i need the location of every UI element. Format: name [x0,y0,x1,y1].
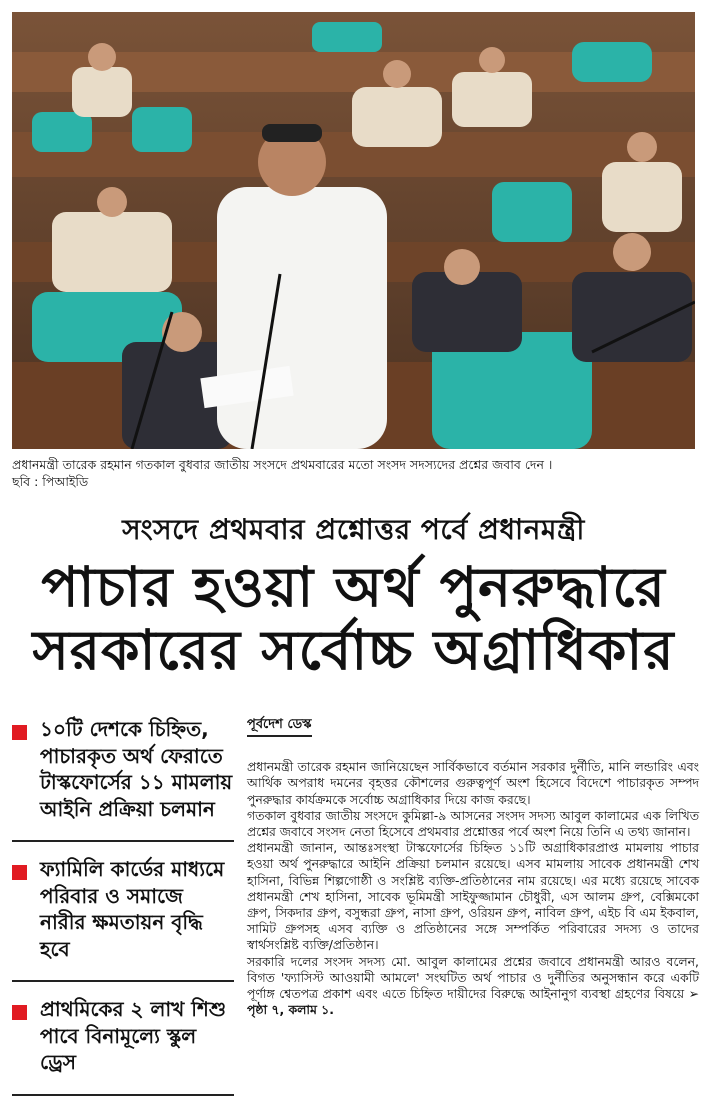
caption-text: প্রধানমন্ত্রী তারেক রহমান গতকাল বুধবার জাতীয় সংসদে প্রথমবারের মতো সংসদ সদস্যদের প্রশ্নের জবাব দেন । [12,457,553,472]
kicker-headline: সংসদে প্রথমবার প্রশ্নোত্তর পর্বে প্রধানমন্ত্রী [122,513,585,546]
highlight-text: ফ্যামিলি কার্ডের মাধ্যমে পরিবার ও সমাজে নারীর ক্ষমতায়ন বৃদ্ধি হবে [40,857,225,961]
divider [12,1094,234,1096]
article-paragraph-text: সরকারি দলের সংসদ সদস্য মো. আবুল কালামের প্রশ্নের জবাবে প্রধানমন্ত্রী আরও বলেন, বিগত 'ফ্যাসিস্ট আওয়ামী আমলে' সংঘটিত অর্থ পাচার ও দুর্নীতির অনুসন্ধান করে একটি পূর্ণাঙ্গ শ্বেতপত্র প্রকাশ এবং এতে চিহ্নিত দায়ীদের বিরুদ্ধে আইনানুগ ব্যবস্থা গ্রহণের বিষয়ে [247,953,699,1002]
highlight-item [12,856,234,962]
headline-line-2: সরকারের সর্বোচ্চ অগ্রাধিকার [32,618,675,682]
highlight-item [12,716,234,822]
article-body [247,716,699,1018]
highlight-text: প্রাথমিকের ২ লাখ শিশু পাবে বিনামূল্যে স্কুল ড্রেস [40,997,227,1074]
divider [12,840,234,842]
article-paragraph: প্রধানমন্ত্রী তারেক রহমান জানিয়েছেন সার্বিকভাবে বর্তমান সরকার দুর্নীতি, মানি লন্ডারিং এবং আর্থিক অপরাধ দমনের বৃহত্তর কৌশলের গুরুত্বপূর্ণ অংশ হিসেবে বিদেশে পাচারকৃত সম্পদ পুনরুদ্ধার কার্যক্রমকে সর্বোচ্চ অগ্রাধিকার দিয়ে কাজ করছে। [247,759,699,807]
main-headline [0,556,707,682]
divider [12,980,234,982]
photo-caption [12,456,695,490]
highlight-item [12,996,234,1076]
red-square-icon [12,1005,27,1020]
highlight-text: ১০টি দেশকে চিহ্নিত, পাচারকৃত অর্থ ফেরাতে টাস্কফোর্সের ১১ মামলায় আইনি প্রক্রিয়া চলমান [40,717,233,821]
byline: পূর্বদেশ ডেস্ক [247,717,312,737]
article-paragraph [247,954,699,1019]
red-square-icon [12,725,27,740]
headline-line-1: পাচার হওয়া অর্থ পুনরুদ্ধারে [41,555,666,619]
highlight-list [12,716,234,1110]
red-square-icon [12,865,27,880]
parliament-photo [12,12,695,449]
continued-jump-link[interactable]: ➢ পৃষ্ঠা ৭, কলাম ১. [247,986,699,1018]
article-paragraph: প্রধানমন্ত্রী জানান, আন্তঃসংস্থা টাস্কফোর্সের চিহ্নিত ১১টি অগ্রাধিকারপ্রাপ্ত মামলায় পাচার হওয়া অর্থ পুনরুদ্ধারে আইনি প্রক্রিয়া চলমান রয়েছে। এসব মামলায় সাবেক প্রধানমন্ত্রী শেখ হাসিনা, বিভিন্ন শিল্পগোষ্ঠী ও সংশ্লিষ্ট ব্যক্তি-প্রতিষ্ঠানের নাম রয়েছে। এর মধ্যে রয়েছে সাবেক প্রধানমন্ত্রী শেখ হাসিনা, সাবেক ভূমিমন্ত্রী সাইফুজ্জামান চৌধুরী, এস আলম গ্রুপ, বেক্সিমকো গ্রুপ, সিকদার গ্রুপ, বসুন্ধরা গ্রুপ, নাসা গ্রুপ, ওরিয়ন গ্রুপ, নাবিল গ্রুপ, এইচ বি এম ইকবাল, সামিট গ্রুপসহ এসব ব্যক্তি ও প্রতিষ্ঠানের সঙ্গে সম্পর্কিত পরিবারের সদস্য ও তাদের স্বার্থসংশ্লিষ্ট ব্যক্তি/প্রতিষ্ঠান। [247,840,699,953]
article-paragraph: গতকাল বুধবার জাতীয় সংসদে কুমিল্লা-৯ আসনের সংসদ সদস্য আবুল কালামের এক লিখিত প্রশ্নের জবাবে সংসদ নেতা হিসেবে প্রথমবার প্রশ্নোত্তর পর্বে অংশ নিয়ে তিনি এ তথ্য জানান। [247,807,699,840]
caption-credit: ছবি : পিআইডি [12,474,89,489]
